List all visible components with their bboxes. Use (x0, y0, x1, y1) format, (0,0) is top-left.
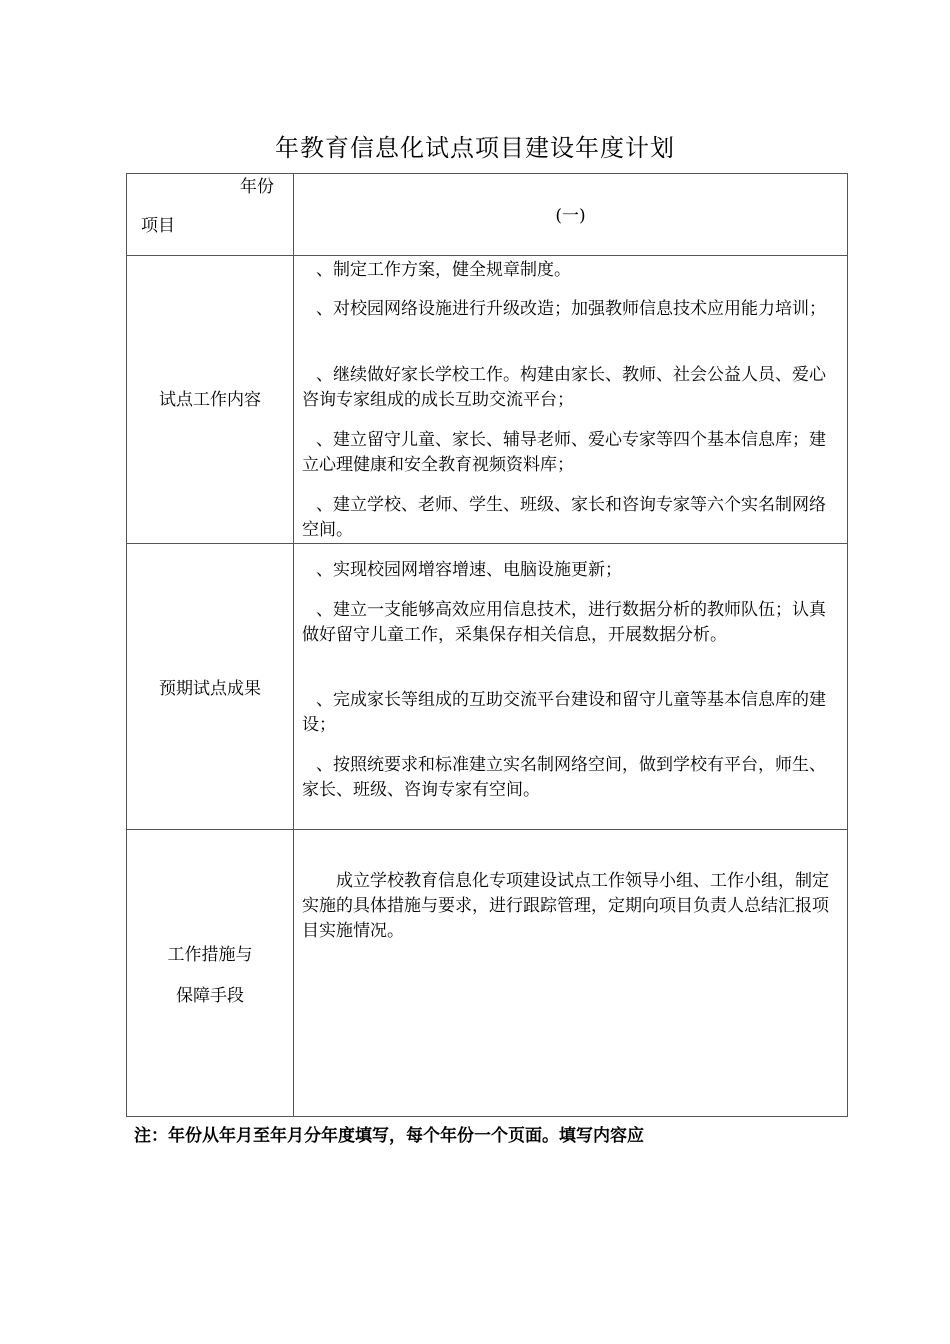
table-border-top (126, 173, 848, 174)
header-year-label: 年份 (240, 177, 274, 197)
pilot-content-item-3: 、继续做好家长学校工作。构建由家长、教师、社会公益人员、爱心咨询专家组成的成长互助交流平台； (302, 365, 826, 410)
header-column-label: (一) (555, 206, 586, 226)
expected-result-item-2: 、建立一支能够高效应用信息技术，进行数据分析的教师队伍；认真做好留守儿童工作，采集保存相关信息，开展数据分析。 (302, 600, 826, 645)
header-item-label: 项目 (141, 216, 175, 236)
pilot-content-item-5: 、建立学校、老师、学生、班级、家长和咨询专家等六个实名制网络空间。 (302, 495, 826, 540)
row-divider-1 (126, 255, 848, 256)
table-border-left (126, 173, 127, 1117)
measures-text: 成立学校教育信息化专项建设试点工作领导小组、工作小组，制定实施的具体措施与要求，进行跟踪管理，定期向项目负责人总结汇报项目实施情况。 (302, 871, 829, 941)
row-label-measures-line1: 工作措施与 (167, 945, 253, 965)
row-divider-3 (126, 829, 848, 830)
row-divider-2 (126, 543, 848, 544)
footnote: 注：年份从年月至年月分年度填写，每个年份一个页面。填写内容应 (134, 1126, 644, 1146)
row-label-expected-results: 预期试点成果 (159, 679, 261, 699)
row-label-measures-line2: 保障手段 (176, 986, 244, 1006)
expected-result-item-3: 、完成家长等组成的互助交流平台建设和留守儿童等基本信息库的建设； (302, 690, 826, 735)
expected-result-item-4: 、按照统要求和标准建立实名制网络空间，做到学校有平台，师生、家长、班级、咨询专家有空间。 (302, 755, 826, 800)
pilot-content-item-4: 、建立留守儿童、家长、辅导老师、爱心专家等四个基本信息库；建立心理健康和安全教育视频资料库； (302, 430, 826, 475)
row-label-pilot-content: 试点工作内容 (159, 390, 261, 410)
pilot-content-item-1: 、制定工作方案，健全规章制度。 (316, 260, 571, 280)
pilot-content-item-2: 、对校园网络设施进行升级改造；加强教师信息技术应用能力培训； (316, 299, 826, 319)
table-border-right (847, 173, 848, 1117)
page-title: 年教育信息化试点项目建设年度计划 (275, 134, 675, 162)
expected-result-item-1: 、实现校园网增容增速、电脑设施更新； (316, 560, 622, 580)
table-border-bottom (126, 1116, 848, 1117)
column-divider (293, 173, 294, 1117)
